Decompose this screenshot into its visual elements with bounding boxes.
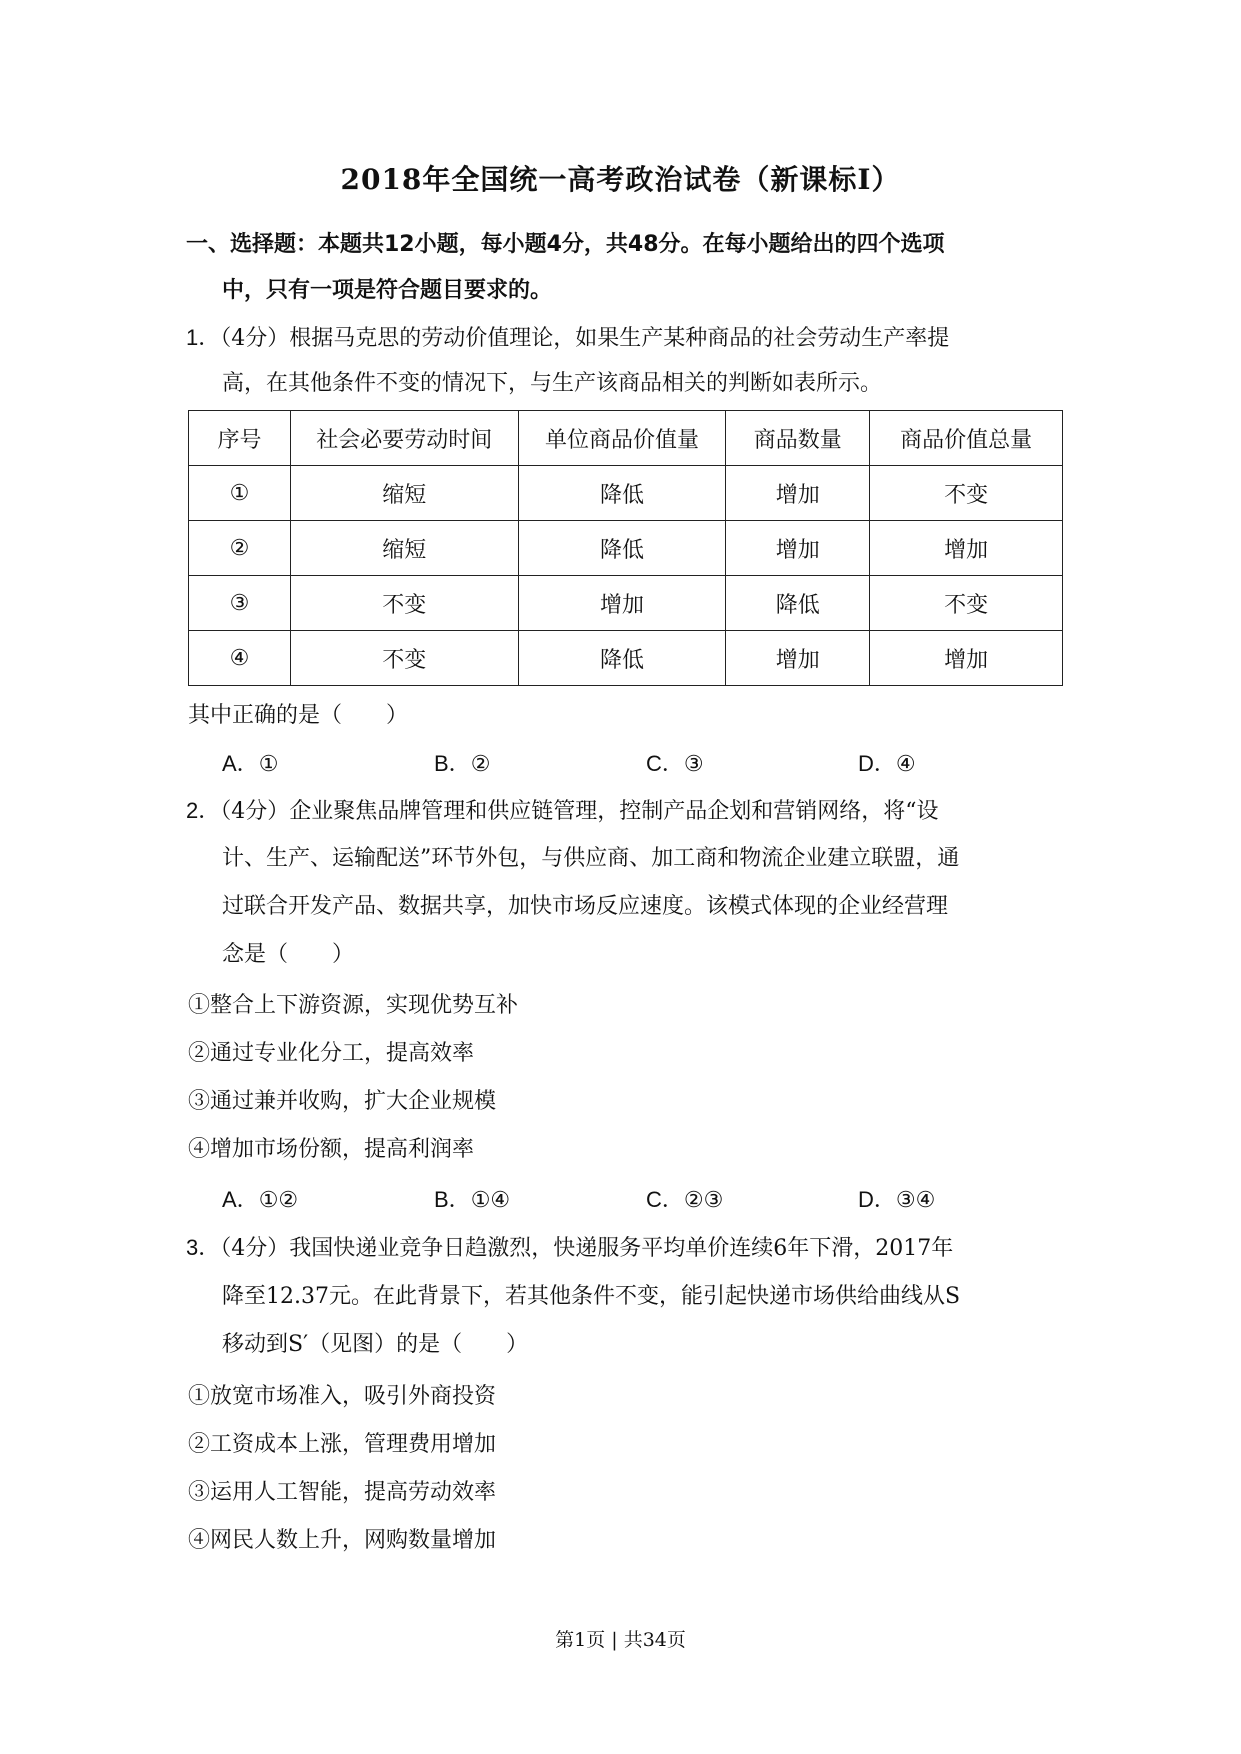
table-header: 社会必要劳动时间 xyxy=(290,411,518,466)
option-text: ①② xyxy=(258,1188,299,1213)
table-cell: 降低 xyxy=(518,631,726,686)
section-heading-line1: 一、选择题：本题共12小题，每小题4分，共48分。在每小题给出的四个选项 xyxy=(186,232,945,257)
table-header: 单位商品价值量 xyxy=(518,411,726,466)
table-cell: 增加 xyxy=(870,631,1063,686)
option-letter: D． xyxy=(858,1187,896,1212)
option-text: ③④ xyxy=(895,1188,936,1213)
q3-line2: 降至12.37元。在此背景下，若其他条件不变，能引起快递市场供给曲线从S xyxy=(222,1284,961,1309)
q3-text-1: （4分）我国快递业竞争日趋激烈，快递服务平均单价连续6年下滑，2017年 xyxy=(220,1236,954,1261)
table-cell: 降低 xyxy=(726,576,870,631)
table-cell: 增加 xyxy=(726,631,870,686)
q2-line4: 念是（ ） xyxy=(222,942,355,967)
q3-statement: ②工资成本上涨，管理费用增加 xyxy=(188,1432,497,1457)
table-cell: 缩短 xyxy=(290,466,518,521)
q2-line3: 过联合开发产品、数据共享，加快市场反应速度。该模式体现的企业经营理 xyxy=(222,894,949,919)
q3-statement: ③运用人工智能，提高劳动效率 xyxy=(188,1480,497,1505)
table-cell: 增加 xyxy=(726,466,870,521)
page-title: 2018年全国统一高考政治试卷（新课标Ⅰ） xyxy=(340,163,901,196)
q2-options xyxy=(222,1180,1082,1221)
option-text: ② xyxy=(470,752,491,777)
option-letter: B． xyxy=(434,751,471,776)
table-cell: 不变 xyxy=(290,576,518,631)
q1-text-1: （4分）根据马克思的劳动价值理论，如果生产某种商品的社会劳动生产率提 xyxy=(220,326,950,351)
option-letter: C． xyxy=(646,751,684,776)
q3-statement: ①放宽市场准入，吸引外商投资 xyxy=(188,1384,497,1409)
option-letter: A． xyxy=(222,751,259,776)
table-cell: ③ xyxy=(189,576,291,631)
option-a[interactable] xyxy=(222,744,434,785)
table-cell: 缩短 xyxy=(290,521,518,576)
q3-statement: ④网民人数上升，网购数量增加 xyxy=(188,1528,497,1553)
option-d[interactable] xyxy=(858,1180,1070,1221)
table-row xyxy=(189,466,1063,521)
q1-line2: 高，在其他条件不变的情况下，与生产该商品相关的判断如表所示。 xyxy=(222,371,883,396)
table-row xyxy=(189,521,1063,576)
table-cell: ② xyxy=(189,521,291,576)
option-b[interactable] xyxy=(434,744,646,785)
table-cell: 增加 xyxy=(726,521,870,576)
q3-line3: 移动到S′（见图）的是（ ） xyxy=(222,1332,529,1357)
section-heading-line2: 中，只有一项是符合题目要求的。 xyxy=(222,278,553,303)
q1-number: 1． xyxy=(186,325,221,350)
q1-line1 xyxy=(186,315,1066,362)
table-cell: ④ xyxy=(189,631,291,686)
q2-line1 xyxy=(186,788,1066,835)
table-header: 商品价值总量 xyxy=(870,411,1063,466)
q2-number: 2． xyxy=(186,798,221,823)
option-d[interactable] xyxy=(858,744,1070,785)
q1-table xyxy=(188,410,1063,686)
table-cell: 降低 xyxy=(518,521,726,576)
table-header: 商品数量 xyxy=(726,411,870,466)
table-header: 序号 xyxy=(189,411,291,466)
table-cell: 增加 xyxy=(518,576,726,631)
option-text: ③ xyxy=(683,752,704,777)
q2-statement: ③通过兼并收购，扩大企业规模 xyxy=(188,1089,497,1114)
q3-line1 xyxy=(186,1225,1066,1272)
q1-options xyxy=(222,744,1082,785)
q2-statement: ①整合上下游资源，实现优势互补 xyxy=(188,993,519,1018)
table-cell: 增加 xyxy=(870,521,1063,576)
table-header-row xyxy=(189,411,1063,466)
option-b[interactable] xyxy=(434,1180,646,1221)
q3-number: 3． xyxy=(186,1235,221,1260)
q1-prompt: 其中正确的是（ ） xyxy=(188,703,409,728)
option-letter: C． xyxy=(646,1187,684,1212)
option-text: ①④ xyxy=(470,1188,511,1213)
option-text: ① xyxy=(258,752,279,777)
table-cell: 不变 xyxy=(290,631,518,686)
table-cell: ① xyxy=(189,466,291,521)
option-text: ②③ xyxy=(683,1188,724,1213)
option-c[interactable] xyxy=(646,744,858,785)
page-footer: 第1页 | 共34页 xyxy=(555,1629,686,1651)
option-letter: A． xyxy=(222,1187,259,1212)
option-text: ④ xyxy=(895,752,916,777)
table-row xyxy=(189,631,1063,686)
option-letter: D． xyxy=(858,751,896,776)
table-cell: 不变 xyxy=(870,466,1063,521)
q2-text-1: （4分）企业聚焦品牌管理和供应链管理，控制产品企划和营销网络，将“设 xyxy=(220,799,939,824)
table-row xyxy=(189,576,1063,631)
q2-statement: ④增加市场份额，提高利润率 xyxy=(188,1137,475,1162)
option-a[interactable] xyxy=(222,1180,434,1221)
section-heading xyxy=(186,222,1066,314)
table-cell: 降低 xyxy=(518,466,726,521)
q2-line2: 计、生产、运输配送”环节外包，与供应商、加工商和物流企业建立联盟，通 xyxy=(222,846,960,871)
option-letter: B． xyxy=(434,1187,471,1212)
table-cell: 不变 xyxy=(870,576,1063,631)
q2-statement: ②通过专业化分工，提高效率 xyxy=(188,1041,475,1066)
option-c[interactable] xyxy=(646,1180,858,1221)
